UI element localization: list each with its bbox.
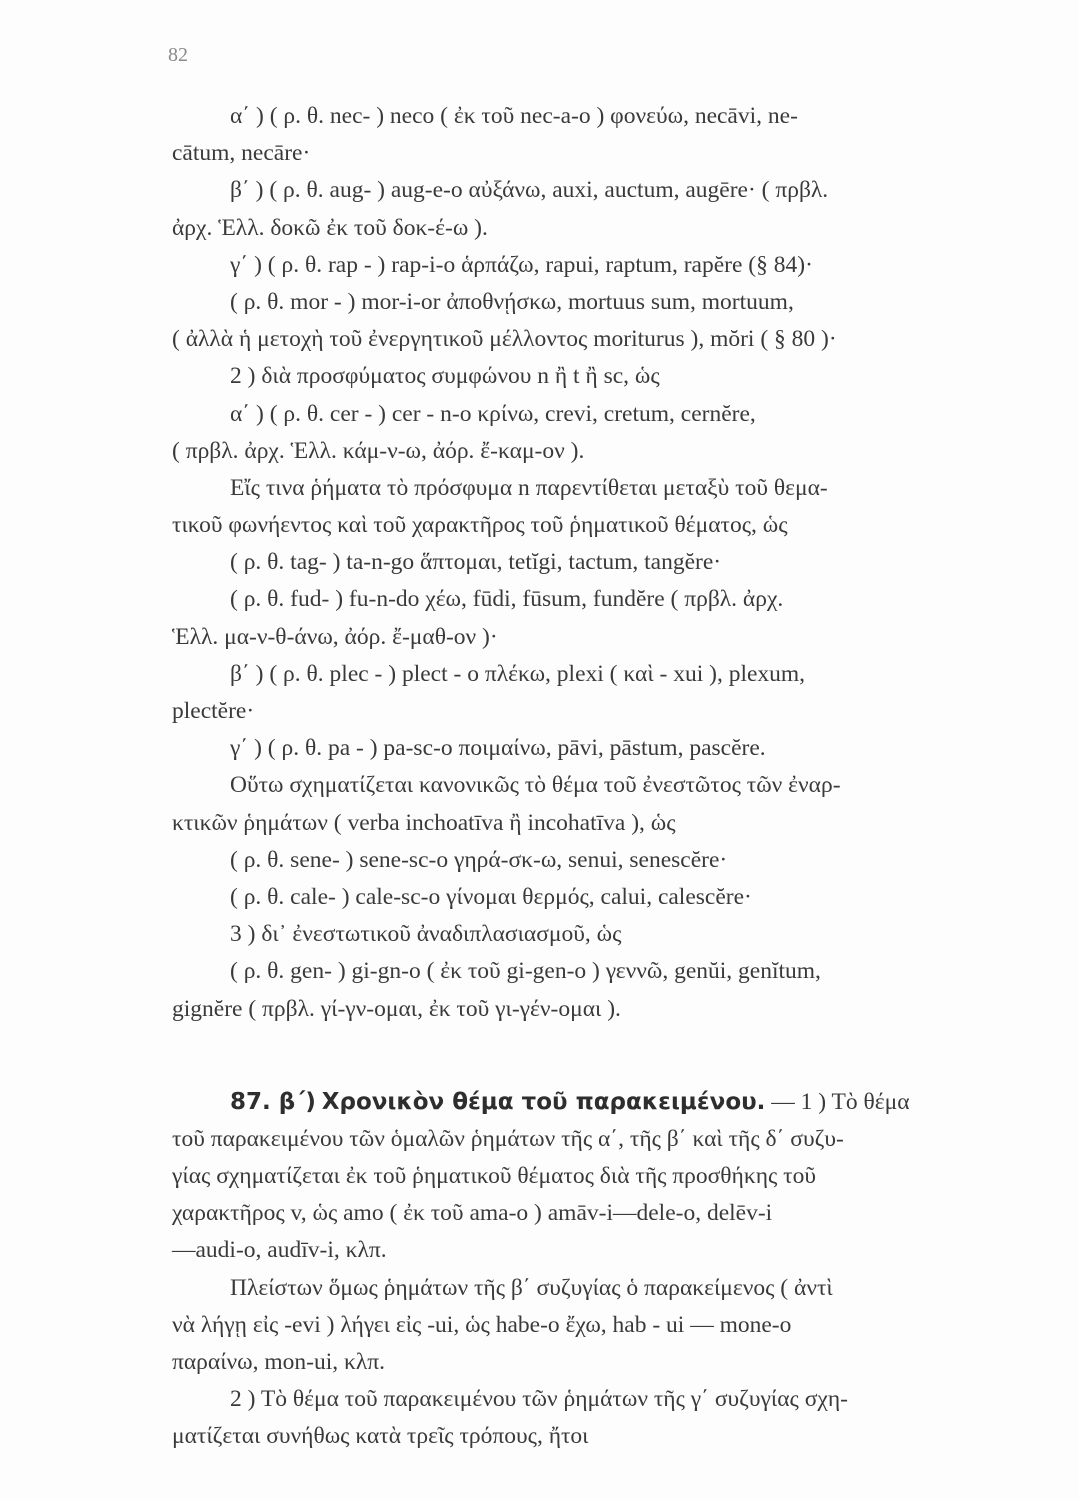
text-line: ἀρχ. Ἑλλ. δοκῶ ἐκ τοῦ δοκ-έ-ω ). xyxy=(172,214,488,241)
text-line: 2 ) διὰ προσφύματος συμφώνου n ἢ t ἢ sc, ὡς xyxy=(230,363,660,390)
section-number: 87. β΄) xyxy=(230,1088,316,1115)
text-line: ( ρ. θ. sene- ) sene-sc-o γηρά-σκ-ω, senui, senescĕre· xyxy=(230,846,728,873)
text-line: γίας σχηματίζεται ἐκ τοῦ ῥηματικοῦ θέματος διὰ τῆς προσθήκης τοῦ xyxy=(172,1163,816,1190)
section-heading-line xyxy=(172,1084,1077,1121)
text-line: ( ρ. θ. tag- ) ta-n-go ἅπτομαι, tetĭgi, tactum, tangĕre· xyxy=(230,549,722,576)
text-line: ( ἀλλὰ ἡ μετοχὴ τοῦ ἐνεργητικοῦ μέλλοντος moriturus ), mŏri ( § 80 )· xyxy=(172,326,837,353)
section-gap xyxy=(172,1028,1077,1084)
text-line: Πλείστων ὅμως ῥημάτων τῆς β΄ συζυγίας ὁ παρακείμενος ( ἀντὶ xyxy=(230,1274,833,1301)
text-line: ματίζεται συνήθως κατὰ τρεῖς τρόπους, ἤτοι xyxy=(172,1423,589,1450)
text-line: β΄ ) ( ρ. θ. plec - ) plect - o πλέκω, plexi ( καὶ - xui ), plexum, xyxy=(230,660,806,687)
text-line: ( πρβλ. ἀρχ. Ἑλλ. κάμ-ν-ω, ἀόρ. ἔ-καμ-ον ). xyxy=(172,437,585,464)
text-line: ( ρ. θ. gen- ) gi-gn-o ( ἐκ τοῦ gi-gen-o ) γεννῶ, genŭi, genĭtum, xyxy=(230,958,821,985)
text-line: 3 ) δι᾽ ἐνεστωτικοῦ ἀναδιπλασιασμοῦ, ὡς xyxy=(230,921,622,948)
text-line: —audi-o, audīv-i, κλπ. xyxy=(172,1237,387,1264)
text-line: τοῦ παρακειμένου τῶν ὁμαλῶν ῥημάτων τῆς α΄, τῆς β΄ καὶ τῆς δ΄ συζυ- xyxy=(172,1125,844,1152)
section-first-line-text: — 1 ) Τὸ θέμα xyxy=(771,1088,910,1115)
text-line: cātum, necāre· xyxy=(172,140,311,167)
section-title: Χρονικὸν θέμα τοῦ παρακειμένου. xyxy=(321,1088,766,1115)
text-line: 2 ) Τὸ θέμα τοῦ παρακειμένου τῶν ῥημάτων τῆς γ΄ συζυγίας σχη- xyxy=(230,1386,848,1413)
paragraphs-before-section xyxy=(172,98,1077,1028)
page-number: 82 xyxy=(168,44,188,66)
text-line: τικοῦ φωνήεντος καὶ τοῦ χαρακτῆρος τοῦ ῥηματικοῦ θέματος, ὡς xyxy=(172,512,788,539)
text-line: ( ρ. θ. fud- ) fu-n-do χέω, fūdi, fūsum, fundĕre ( πρβλ. ἀρχ. xyxy=(230,586,784,613)
text-line: gignĕre ( πρβλ. γί-γν-ομαι, ἐκ τοῦ γι-γέν-ομαι ). xyxy=(172,995,621,1022)
text-line: κτικῶν ῥημάτων ( verba inchoatīva ἢ incohatīva ), ὡς xyxy=(172,809,676,836)
paragraphs-after-section xyxy=(172,1121,1077,1456)
text-line: α΄ ) ( ρ. θ. nec- ) neco ( ἐκ τοῦ nec-a-o ) φονεύω, necāvi, ne- xyxy=(230,103,798,129)
text-line: γ΄ ) ( ρ. θ. rap - ) rap-i-o ἁρπάζω, rapui, raptum, rapĕre (§ 84)· xyxy=(230,251,813,278)
text-line: plectĕre· xyxy=(172,698,255,724)
text-line: νὰ λήγῃ εἰς -evi ) λήγει εἰς -ui, ὡς habe-o ἔχω, hab - ui — mone-o xyxy=(172,1311,792,1338)
text-line: α΄ ) ( ρ. θ. cer - ) cer - n-o κρίνω, crevi, cretum, cernĕre, xyxy=(230,400,756,427)
text-line: ( ρ. θ. mor - ) mor-i-or ἀποθνῄσκω, mortuus sum, mortuum, xyxy=(230,288,794,315)
body-text xyxy=(172,98,1077,1456)
text-line: Οὕτω σχηματίζεται κανονικῶς τὸ θέμα τοῦ ἐνεστῶτος τῶν ἐναρ- xyxy=(230,772,841,799)
text-line: ( ρ. θ. cale- ) cale-sc-o γίνομαι θερμός, calui, calescĕre· xyxy=(230,883,752,910)
text-line: β΄ ) ( ρ. θ. aug- ) aug-e-o αὐξάνω, auxi, auctum, augēre· ( πρβλ. xyxy=(230,177,829,204)
text-line: Ἑλλ. μα-ν-θ-άνω, ἀόρ. ἔ-μαθ-ον )· xyxy=(172,623,498,650)
text-line: Εἴς τινα ῥήματα τὸ πρόσφυμα n παρεντίθεται μεταξὺ τοῦ θεμα- xyxy=(230,474,828,501)
text-line: γ΄ ) ( ρ. θ. pa - ) pa-sc-o ποιμαίνω, pāvi, pāstum, pascĕre. xyxy=(230,735,766,762)
text-line: χαρακτῆρος v, ὡς amo ( ἐκ τοῦ ama-o ) amāv-i—dele-o, delēv-i xyxy=(172,1200,773,1227)
text-line: παραίνω, mon-ui, κλπ. xyxy=(172,1349,385,1375)
